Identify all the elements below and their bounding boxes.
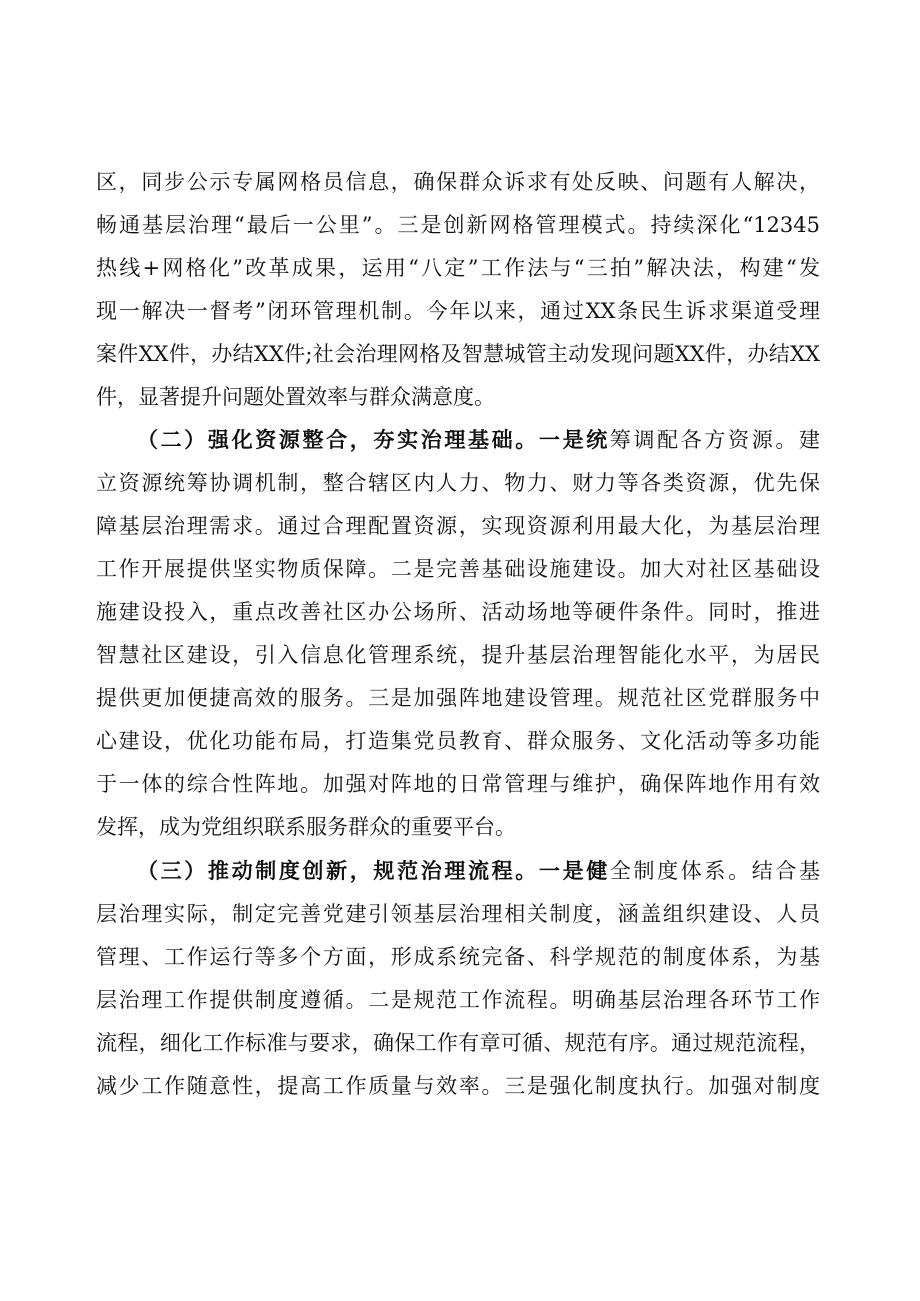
paragraph-line: 热线+网格化”改革成果，运用“八定”工作法与“三拍”解决法，构建“发 (96, 256, 820, 280)
section-heading-line (137, 857, 820, 885)
paragraph-line: 现一解决一督考”闭环管理机制。今年以来，通过XX条民生诉求渠道受理 (96, 299, 820, 323)
paragraph-line: 工作开展提供坚实物质保障。二是完善基础设施建设。加大对社区基础设 (96, 557, 820, 581)
paragraph-line: 案件XX件，办结XX件;社会治理网格及智慧城管主动发现问题XX件，办结XX (96, 342, 820, 366)
paragraph-line: 区，同步公示专属网格员信息，确保群众诉求有处反映、问题有人解决， (96, 170, 820, 194)
paragraph-line: 件，显著提升问题处置效率与群众满意度。 (96, 385, 495, 409)
paragraph-line: 提供更加便捷高效的服务。三是加强阵地建设管理。规范社区党群服务中 (96, 686, 820, 710)
heading-line-rest: 筹调配各方资源。建 (609, 428, 820, 452)
paragraph-line: 于一体的综合性阵地。加强对阵地的日常管理与维护，确保阵地作用有效 (96, 772, 820, 796)
section-heading: （三）推动制度创新，规范治理流程。一是健 (137, 858, 610, 883)
paragraph-line: 畅通基层治理“最后一公里”。三是创新网格管理模式。持续深化“12345 (96, 213, 820, 237)
paragraph-line: 立资源统筹协调机制，整合辖区内人力、物力、财力等各类资源，优先保 (96, 471, 820, 495)
paragraph-line: 减少工作随意性，提高工作质量与效率。三是强化制度执行。加强对制度 (96, 1074, 820, 1098)
paragraph-line: 心建设，优化功能布局，打造集党员教育、群众服务、文化活动等多功能 (96, 729, 820, 753)
paragraph-line: 施建设投入，重点改善社区办公场所、活动场地等硬件条件。同时，推进 (96, 600, 820, 624)
paragraph-line: 层治理工作提供制度遵循。二是规范工作流程。明确基层治理各环节工作 (96, 988, 820, 1012)
paragraph-line: 智慧社区建设，引入信息化管理系统，提升基层治理智能化水平，为居民 (96, 643, 820, 667)
paragraph-line: 流程，细化工作标准与要求，确保工作有章可循、规范有序。通过规范流程， (96, 1031, 820, 1055)
paragraph-line: 管理、工作运行等多个方面，形成系统完备、科学规范的制度体系，为基 (96, 945, 820, 969)
section-heading: （二）强化资源整合，夯实治理基础。一是统 (137, 427, 610, 452)
paragraph-line: 层治理实际，制定完善党建引领基层治理相关制度，涵盖组织建设、人员 (96, 902, 820, 926)
paragraph-line: 障基层治理需求。通过合理配置资源，实现资源利用最大化，为基层治理 (96, 514, 820, 538)
heading-line-rest: 全制度体系。结合基 (609, 859, 820, 883)
section-heading-line (137, 426, 820, 454)
paragraph-line: 发挥，成为党组织联系服务群众的重要平台。 (96, 815, 516, 839)
